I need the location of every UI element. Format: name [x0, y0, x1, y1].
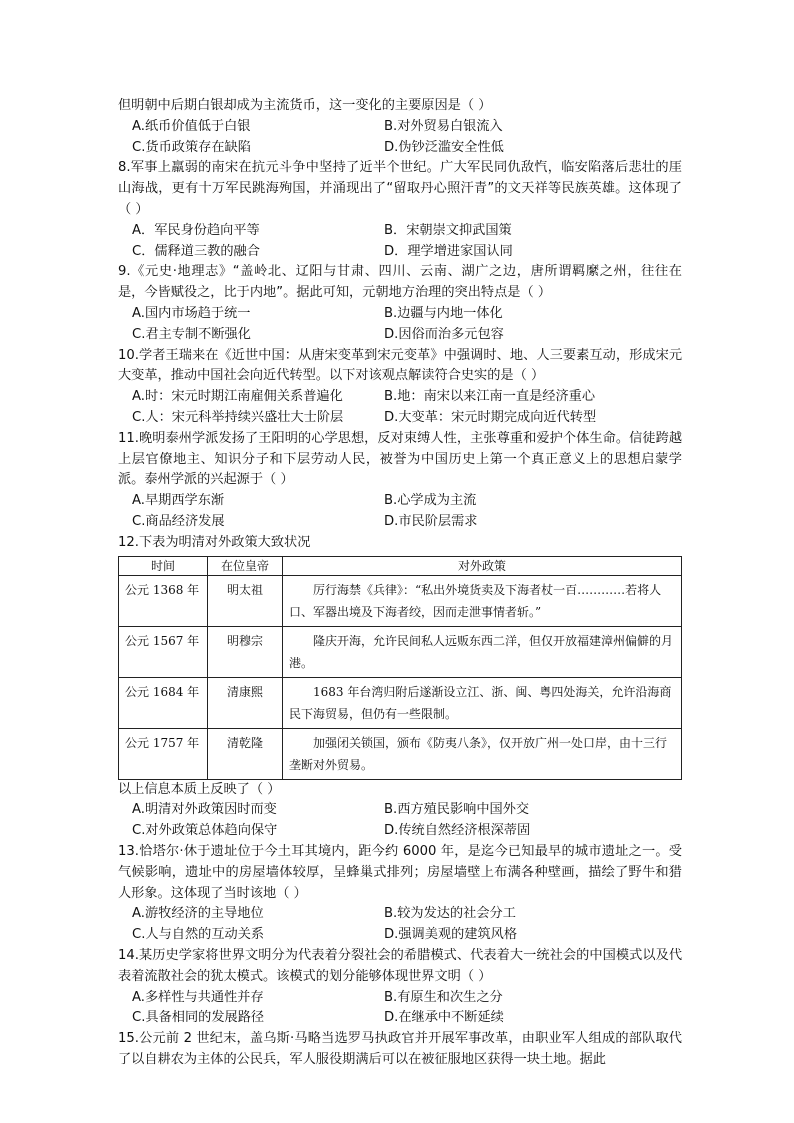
- q9-option-d[interactable]: D.因俗而治多元包容: [384, 326, 504, 342]
- cell-emperor: 明太祖: [208, 575, 283, 626]
- q10-option-c[interactable]: C.人：宋元科举持续兴盛壮大士阶层: [132, 409, 344, 425]
- q9-option-c[interactable]: C.君主专制不断强化: [132, 326, 251, 342]
- q10-stem: 10.学者王瑞来在《近世中国：从唐宋变革到宋元变革》中强调时、地、人三要素互动，形成宋元大变革，推动中国社会向近代转型。以下对该观点解读符合史实的是（ ）: [118, 347, 682, 384]
- q12-option-a[interactable]: A.明清对外政策因时而变: [132, 802, 277, 818]
- q7-option-d[interactable]: D.伪钞泛滥安全性低: [384, 139, 504, 155]
- q13-stem: 13.恰塔尔·休于遗址位于今土耳其境内，距今约 6000 年，是迄今已知最早的城市遗址之一。受气候影响，遗址中的房屋墙体较厚，呈蜂巢式排列；房屋墙壁上布满各种壁画，描绘了野牛和猎人形象。这体现了当时该地（ ）: [118, 843, 682, 901]
- cell-time: 公元 1684 年: [119, 677, 208, 728]
- cell-policy: 加强闭关锁国，颁布《防夷八条》，仅开放广州一处口岸，由十三行垄断对外贸易。: [283, 728, 682, 779]
- q8-stem: 8.军事上羸弱的南宋在抗元斗争中坚持了近半个世纪。广大军民同仇敌忾，临安陷落后悲壮的厓山海战，更有十万军民跳海殉国，并涌现出了“留取丹心照汗青”的文天祥等民族英雄。这体现了（ ）: [118, 160, 682, 217]
- q15-stem: 15.公元前 2 世纪末，盖乌斯·马略当选罗马执政官并开展军事改革，由职业军人组成的部队取代了以自耕农为主体的公民兵，军人服役期满后可以在被征服地区获得一块土地。据此: [118, 1031, 682, 1067]
- q11-option-c[interactable]: C.商品经济发展: [132, 513, 225, 529]
- header-policy: 对外政策: [283, 556, 682, 575]
- header-time: 时间: [119, 556, 208, 575]
- q12-option-c[interactable]: C.对外政策总体趋向保守: [132, 823, 278, 839]
- cell-policy: 厉行海禁《兵律》：“私出外境货卖及下海者杖一百…………若将人口、军器出境及下海者绞，因而走泄事情者斩。”: [283, 575, 682, 626]
- table-row: [119, 677, 682, 728]
- q11-option-d[interactable]: D.市民阶层需求: [384, 513, 478, 529]
- exam-page: [118, 96, 682, 1071]
- q10-option-d[interactable]: D.大变革：宋元时期完成向近代转型: [384, 409, 597, 425]
- q13-option-d[interactable]: D.强调美观的建筑风格: [384, 927, 518, 943]
- q7-option-c[interactable]: C.货币政策存在缺陷: [132, 139, 251, 155]
- q12-option-d[interactable]: D.传统自然经济根深蒂固: [384, 823, 531, 839]
- q9-option-a[interactable]: A.国内市场趋于统一: [132, 305, 251, 321]
- q13-option-a[interactable]: A.游牧经济的主导地位: [132, 906, 264, 922]
- cell-time: 公元 1757 年: [119, 728, 208, 779]
- q13-option-c[interactable]: C.人与自然的互动关系: [132, 927, 265, 943]
- q14-option-a[interactable]: A.多样性与共通性并存: [132, 989, 264, 1005]
- cell-emperor: 清乾隆: [208, 728, 283, 779]
- cell-time: 公元 1368 年: [119, 575, 208, 626]
- cell-policy: 1683 年台湾归附后遂渐设立江、浙、闽、粤四处海关，允许沿海商民下海贸易，但仍有一些限制。: [283, 677, 682, 728]
- table-row: [119, 626, 682, 677]
- q13-options: [118, 904, 682, 946]
- q7-options: [118, 117, 682, 159]
- q8-option-d[interactable]: D．理学增进家国认同: [384, 243, 513, 259]
- q9-option-b[interactable]: B.边疆与内地一体化: [384, 305, 503, 321]
- q8-options: [118, 221, 682, 263]
- q10-option-a[interactable]: A.时：宋元时期江南雇佣关系普遍化: [132, 389, 343, 405]
- cell-time: 公元 1567 年: [119, 626, 208, 677]
- cell-policy: 隆庆开海，允许民间私人远贩东西二洋，但仅开放福建漳州偏僻的月港。: [283, 626, 682, 677]
- q12-stem: 12.下表为明清对外政策大致状况: [118, 534, 311, 550]
- q11-stem: 11.晚明泰州学派发扬了王阳明的心学思想，反对束缚人性，主张尊重和爱护个体生命。信徒跨越上层官僚地主、知识分子和下层劳动人民，被誉为中国历史上第一个真正意义上的思想启蒙学派。泰州学派的兴起源于（ ）: [118, 430, 682, 488]
- q7-option-a[interactable]: A.纸币价值低于白银: [132, 118, 251, 134]
- q7-stem: 但明朝中后期白银却成为主流货币，这一变化的主要原因是（ ）: [118, 98, 492, 113]
- table-header-row: [119, 556, 682, 575]
- q11-options: [118, 491, 682, 533]
- q14-option-d[interactable]: D.在继承中不断延续: [384, 1010, 504, 1026]
- table-row: [119, 575, 682, 626]
- policy-table-wrapper: [118, 556, 682, 780]
- q12-options: [118, 800, 682, 842]
- header-emperor: 在位皇帝: [208, 556, 283, 575]
- q11-option-b[interactable]: B.心学成为主流: [384, 493, 477, 509]
- q9-options: [118, 304, 682, 346]
- cell-emperor: 明穆宗: [208, 626, 283, 677]
- q10-options: [118, 387, 682, 429]
- q8-option-b[interactable]: B．宋朝崇文抑武国策: [384, 222, 512, 238]
- cell-emperor: 清康熙: [208, 677, 283, 728]
- q12-option-b[interactable]: B.西方殖民影响中国外交: [384, 802, 530, 818]
- q14-option-c[interactable]: C.具备相同的发展路径: [132, 1010, 265, 1026]
- q7-option-b[interactable]: B.对外贸易白银流入: [384, 118, 503, 134]
- q8-option-a[interactable]: A．军民身份趋向平等: [132, 222, 260, 238]
- table-row: [119, 728, 682, 779]
- q11-option-a[interactable]: A.早期西学东渐: [132, 493, 225, 509]
- q12-question: 以上信息本质上反映了（ ）: [118, 781, 281, 797]
- q13-option-b[interactable]: B.较为发达的社会分工: [384, 906, 516, 922]
- q9-stem: 9.《元史·地理志》“盖岭北、辽阳与甘肃、四川、云南、湖广之边，唐所谓羁縻之州，往往在是，今皆赋役之，比于内地”。据此可知，元朝地方治理的突出特点是（ ）: [118, 264, 682, 301]
- policy-table: [118, 556, 682, 780]
- q14-stem: 14.某历史学家将世界文明分为代表着分裂社会的希腊模式、代表着大一统社会的中国模式以及代表着流散社会的犹太模式。该模式的划分能够体现世界文明（ ）: [118, 947, 682, 984]
- q8-option-c[interactable]: C．儒释道三教的融合: [132, 243, 260, 259]
- q14-option-b[interactable]: B.有原生和次生之分: [384, 989, 503, 1005]
- q14-options: [118, 988, 682, 1030]
- q10-option-b[interactable]: B.地：南宋以来江南一直是经济重心: [384, 389, 596, 405]
